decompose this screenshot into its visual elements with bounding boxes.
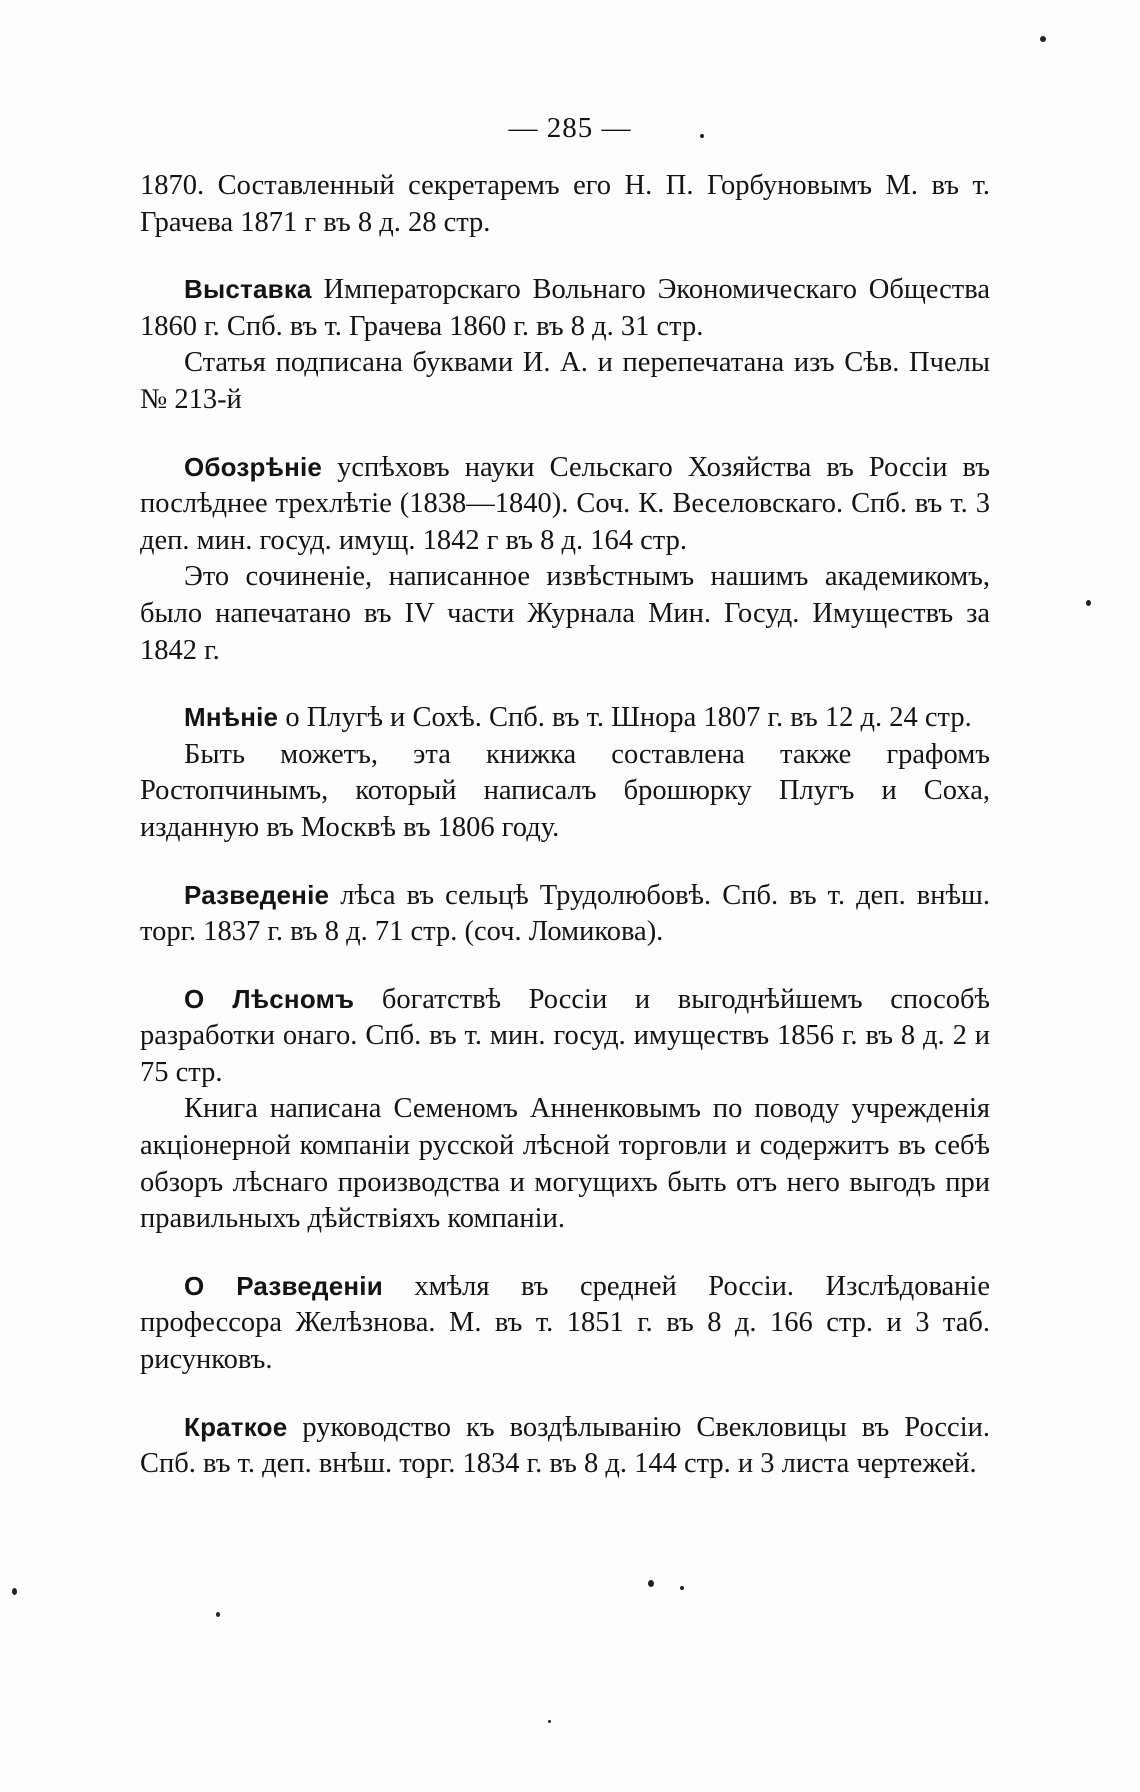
bibliography-entry xyxy=(140,271,990,418)
entry-text: Императорскаго Вольнаго Экономическаго Общества 1860 г. Спб. въ т. Грачева 1860 г. въ 8 д. 31 стр. xyxy=(140,274,990,342)
scan-speck xyxy=(700,134,704,138)
scan-speck xyxy=(12,1588,17,1595)
bibliography-entry xyxy=(140,1409,990,1483)
bibliography-entry xyxy=(140,1268,990,1379)
scan-speck xyxy=(648,1580,654,1587)
bibliography-entry xyxy=(140,168,990,241)
scan-speck xyxy=(1040,36,1046,42)
scan-speck xyxy=(548,1720,551,1723)
bibliography-entry xyxy=(140,877,990,951)
entry-citation xyxy=(140,449,990,560)
entry-note: Книга написана Семеномъ Анненковымъ по поводу учрежденія акціонерной компаніи русской лѣсной торговли и содержитъ въ себѣ обзоръ лѣснаго производства и могущихъ быть отъ него выгодъ при правильныхъ дѣйствіяхъ компаніи. xyxy=(140,1093,990,1235)
entry-text: 1870. Составленный секретаремъ его Н. П. Горбуновымъ М. въ т. Грачева 1871 г въ 8 д. 28 стр. xyxy=(140,170,990,238)
entry-citation xyxy=(140,168,990,241)
scan-speck xyxy=(1086,600,1091,606)
entry-text: о Плугѣ и Сохѣ. Спб. въ т. Шнора 1807 г. въ 12 д. 24 стр. xyxy=(278,702,972,734)
entry-citation xyxy=(140,877,990,951)
entry-note: Это сочиненіе, написанное извѣстнымъ нашимъ академикомъ, было напечатано въ IV части Журнала Мин. Госуд. Имуществъ за 1842 г. xyxy=(140,561,990,666)
entry-text: руководство къ воздѣлыванію Свекловицы въ Россіи. Спб. въ т. деп. внѣш. торг. 1834 г. въ 8 д. 144 стр. и 3 листа чертежей. xyxy=(140,1411,990,1480)
entry-citation xyxy=(140,271,990,345)
entry-text: богатствѣ Россіи и выгоднѣйшемъ способѣ разработки онаго. Спб. въ т. мин. госуд. имуществъ 1856 г. въ 8 д. 2 и 75 стр. xyxy=(140,983,990,1088)
entry-citation xyxy=(140,1409,990,1483)
entry-title: О Лѣсномъ xyxy=(184,983,355,1014)
entry-title: Краткое xyxy=(184,1411,288,1442)
entry-note: Быть можетъ, эта книжка составлена также графомъ Ростопчинымъ, который написалъ брошюрку Плугъ и Соха, изданную въ Москвѣ въ 1806 году. xyxy=(140,738,990,843)
entry-title: Выставка xyxy=(184,274,312,305)
entry-title: О Разведеніи xyxy=(184,1270,383,1301)
bibliography-entry xyxy=(140,699,990,846)
bibliography-list xyxy=(140,168,990,1513)
entry-text: хмѣля въ средней Россіи. Изслѣдованіе профессора Желѣзнова. М. въ т. 1851 г. въ 8 д. 166 стр. и 3 таб. рисунковъ. xyxy=(140,1270,990,1376)
page-number: — 285 — xyxy=(508,112,632,144)
entry-title: Разведеніе xyxy=(184,879,330,910)
entry-citation xyxy=(140,1268,990,1379)
scan-speck xyxy=(680,1586,684,1590)
bibliography-entry xyxy=(140,449,990,670)
scan-speck xyxy=(216,1612,220,1617)
entry-text: лѣса въ сельцѣ Трудолюбовѣ. Спб. въ т. деп. внѣш. торг. 1837 г. въ 8 д. 71 стр. (соч. Ломикова). xyxy=(140,879,990,948)
entry-citation xyxy=(140,981,990,1092)
entry-note: Статья подписана буквами И. А. и перепечатана изъ Сѣв. Пчелы № 213-й xyxy=(140,347,990,415)
entry-citation xyxy=(140,699,990,737)
bibliography-entry xyxy=(140,981,990,1238)
entry-title: Обозрѣніе xyxy=(184,451,323,482)
entry-title: Мнѣніе xyxy=(184,702,279,733)
entry-text: успѣховъ науки Сельскаго Хозяйства въ Россіи въ послѣднее трехлѣтіе (1838—1840). Соч. К. Веселовскаго. Спб. въ т. 3 деп. мин. госуд. имущ. 1842 г въ 8 д. 164 стр. xyxy=(140,451,990,556)
